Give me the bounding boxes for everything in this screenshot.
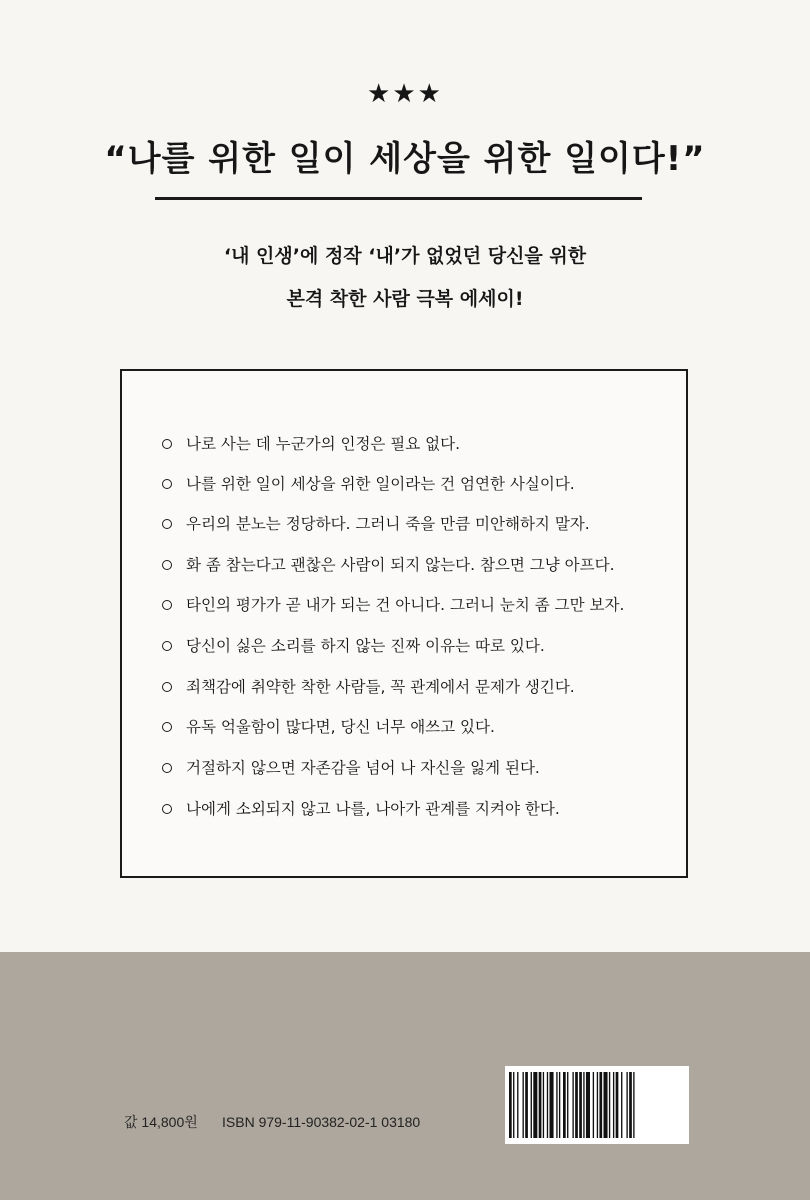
- circle-bullet-icon: [162, 804, 172, 814]
- list-item: [162, 754, 540, 782]
- list-item: [162, 795, 560, 823]
- barcode-bars-icon: [509, 1072, 685, 1138]
- headline-divider: [155, 197, 642, 200]
- list-item-text: 유독 억울함이 많다면, 당신 너무 애쓰고 있다.: [186, 718, 495, 736]
- list-item: [162, 673, 575, 701]
- circle-bullet-icon: [162, 439, 172, 449]
- list-item-text: 우리의 분노는 정당하다. 그러니 죽을 만큼 미안해하지 말자.: [186, 515, 590, 533]
- list-item-text: 화 좀 참는다고 괜찮은 사람이 되지 않는다. 참으면 그냥 아프다.: [186, 556, 615, 574]
- list-item-text: 당신이 싫은 소리를 하지 않는 진짜 이유는 따로 있다.: [186, 637, 545, 655]
- list-item: [162, 632, 545, 660]
- list-item: [162, 510, 590, 538]
- circle-bullet-icon: [162, 722, 172, 732]
- barcode: [505, 1066, 689, 1144]
- stars-ornament: ★★★: [367, 79, 443, 109]
- list-item-text: 나에게 소외되지 않고 나를, 나아가 관계를 지켜야 한다.: [186, 800, 560, 818]
- isbn-label: ISBN 979-11-90382-02-1 03180: [222, 1114, 421, 1130]
- circle-bullet-icon: [162, 560, 172, 570]
- list-item: [162, 591, 624, 619]
- circle-bullet-icon: [162, 682, 172, 692]
- subheadline-line-1: ‘내 인생’에 정작 ‘내’가 없었던 당신을 위한: [223, 245, 587, 267]
- list-item: [162, 713, 495, 741]
- circle-bullet-icon: [162, 479, 172, 489]
- list-item-text: 나를 위한 일이 세상을 위한 일이라는 건 엄연한 사실이다.: [186, 475, 575, 493]
- list-item-text: 죄책감에 취약한 착한 사람들, 꼭 관계에서 문제가 생긴다.: [186, 678, 575, 696]
- headline-quote: “나를 위한 일이 세상을 위한 일이다!”: [104, 139, 706, 179]
- list-item: [162, 430, 460, 458]
- circle-bullet-icon: [162, 519, 172, 529]
- key-points-box: [120, 369, 688, 878]
- circle-bullet-icon: [162, 763, 172, 773]
- list-item: [162, 551, 615, 579]
- subheadline-line-2: 본격 착한 사람 극복 에세이!: [286, 288, 524, 310]
- price-label: 값 14,800원: [124, 1114, 198, 1130]
- list-item-text: 거절하지 않으면 자존감을 넘어 나 자신을 잃게 된다.: [186, 759, 540, 777]
- list-item-text: 나로 사는 데 누군가의 인정은 필요 없다.: [186, 435, 461, 453]
- list-item-text: 타인의 평가가 곧 내가 되는 건 아니다. 그러니 눈치 좀 그만 보자.: [186, 596, 625, 614]
- list-item: [162, 470, 575, 498]
- circle-bullet-icon: [162, 641, 172, 651]
- circle-bullet-icon: [162, 600, 172, 610]
